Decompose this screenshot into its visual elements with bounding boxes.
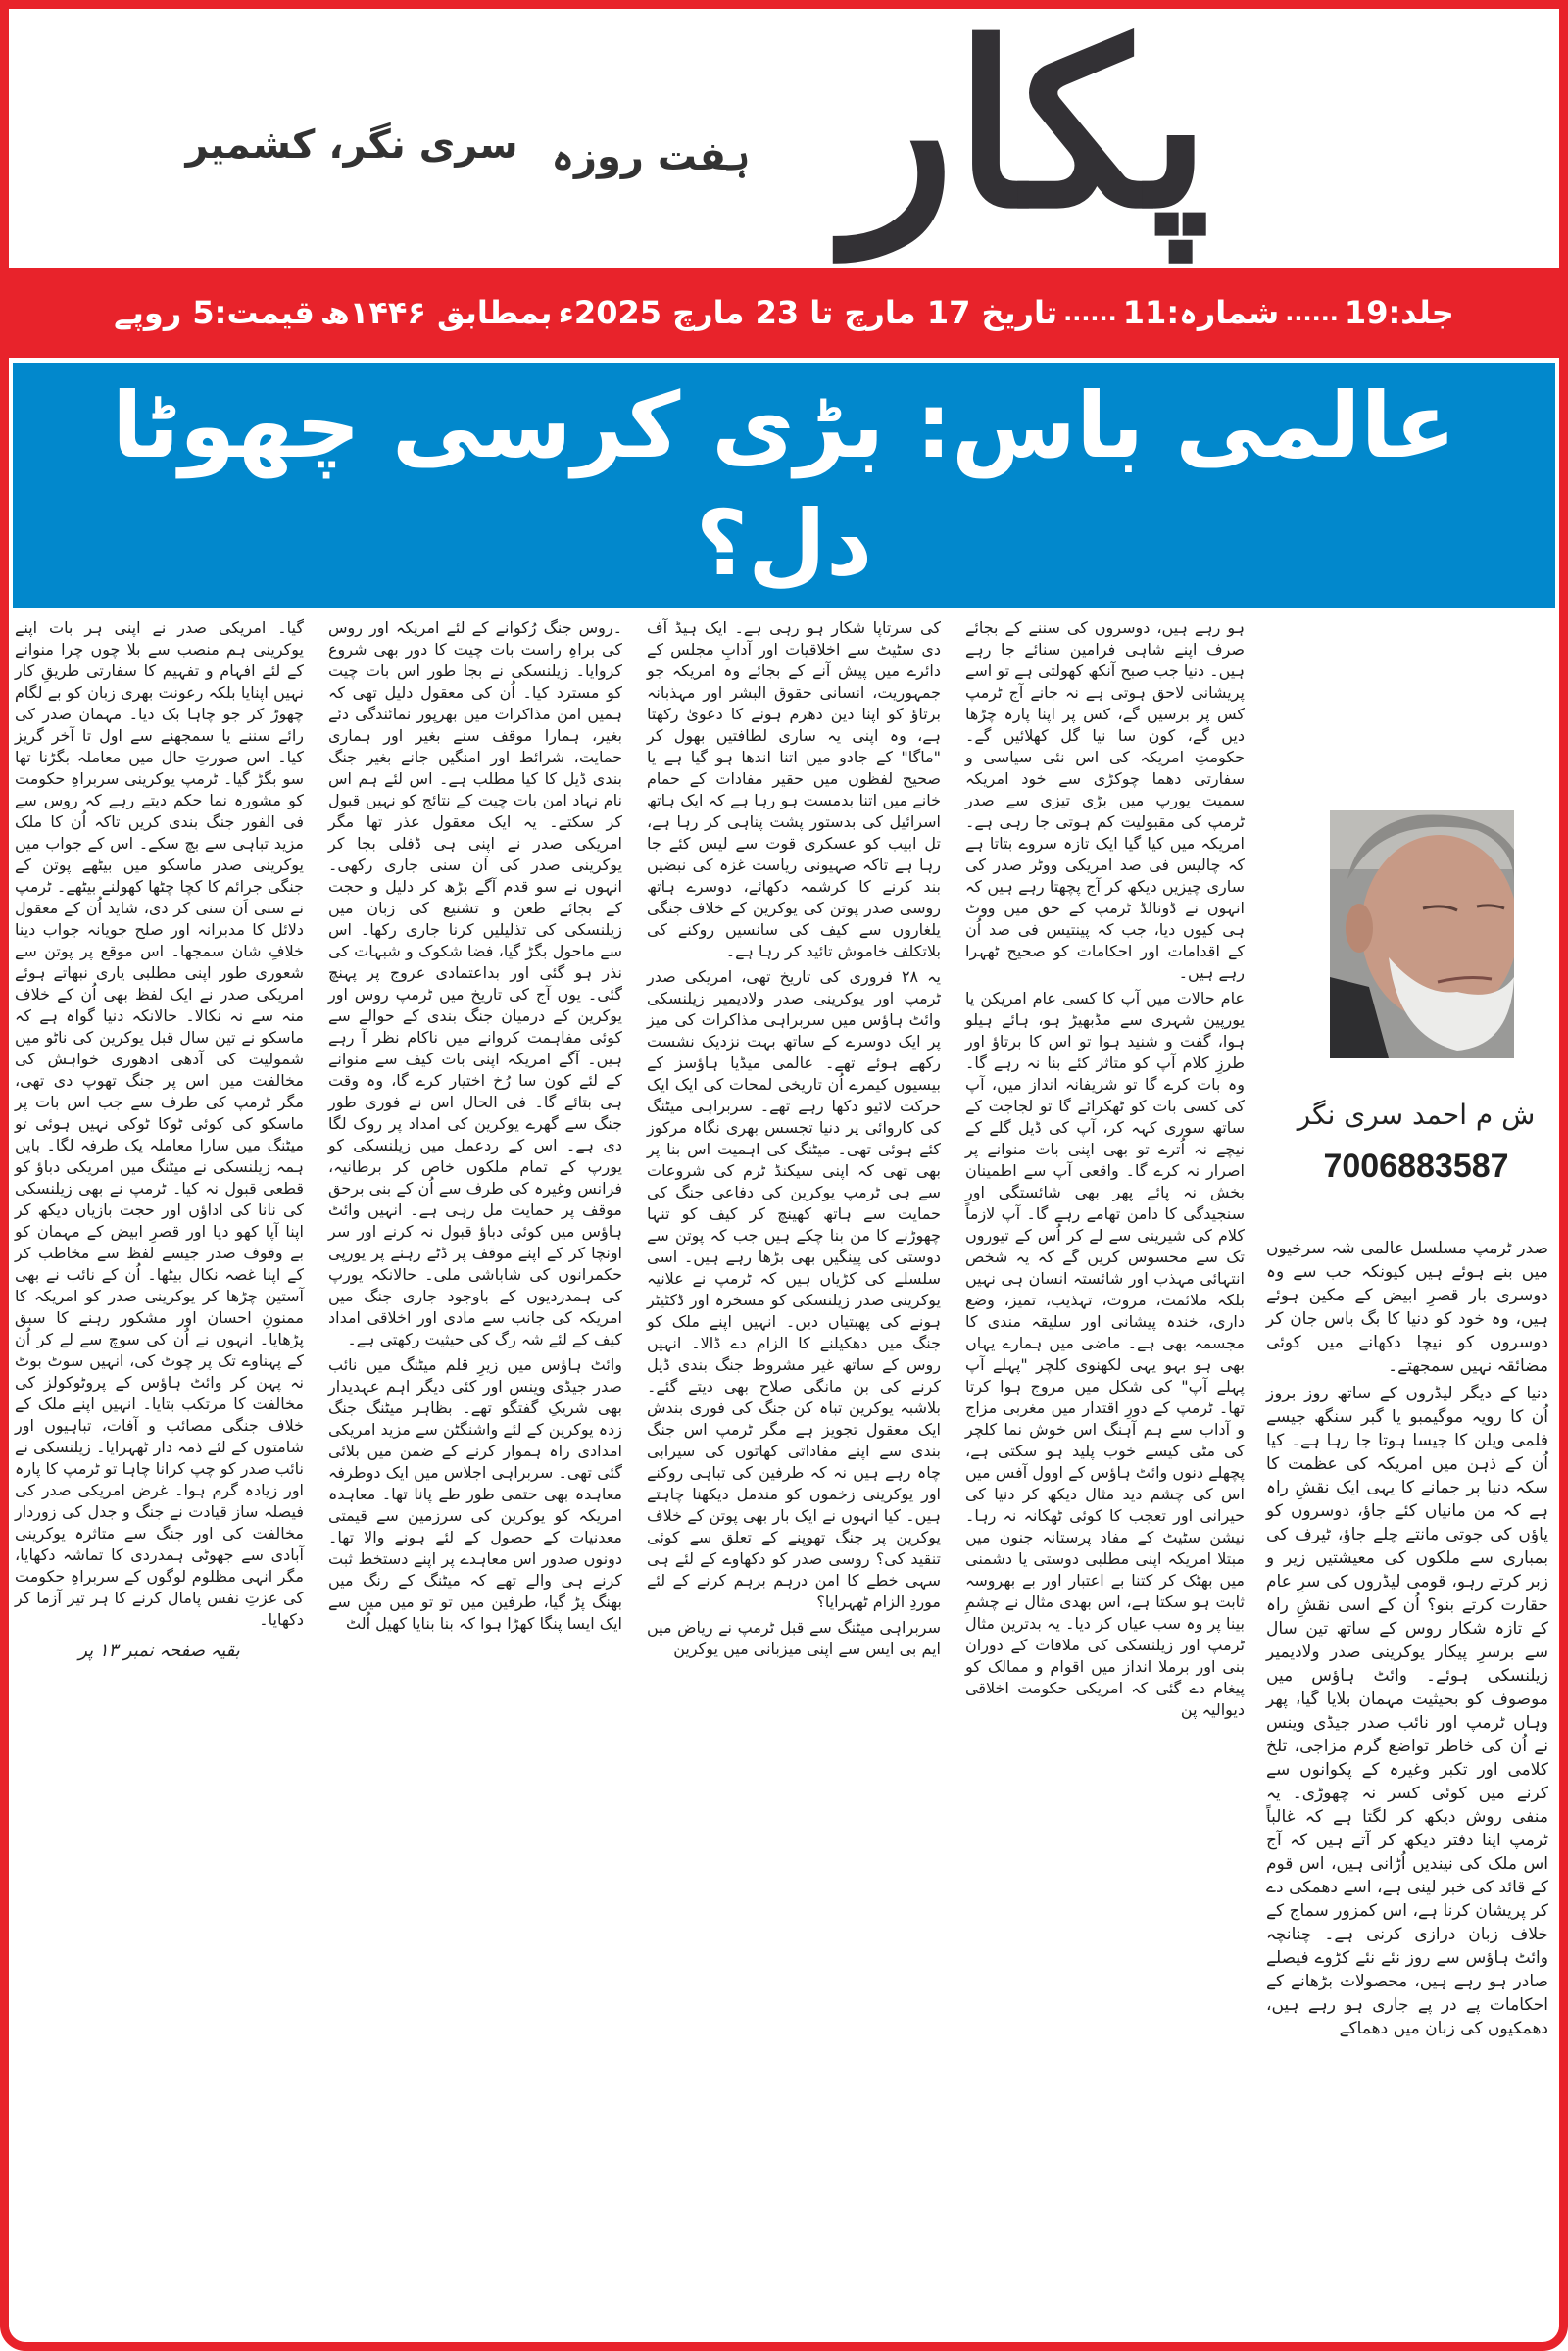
paragraph: عام حالات میں آپ کا کسی عام امریکن یا یورپین شہری سے مڈبھیڑ ہو، ہائے ہیلو ہوا، گفت و شنید ہوا تو اس کا برتاؤ اور طرزِ کلام آپ کو متاثر کئے بنا نہ رہے گا۔ وہ بات کرے گا تو شریفانہ انداز میں، آپ کی کسی بات کو ٹھکرائے گا تو لجاجت کے ساتھ سوری کہہ کر، آپ کی ڈیل گلے کے نیچے نہ اُترے تو بھی اپنی بات منوانے پر اصرار نہ کرے گا۔ واقعی آپ سے اطمینان بخش نہ پائے پھر بھی شائستگی اور سنجیدگی کا دامن تھامے رہے گا۔ آپ لازماً کلام کی شیرینی سے لے کر اُس کے تیوروں تک سے محسوس کریں گے کہ یہ شخص انتہائی مہذب اور شائستہ انسان ہی نہیں بلکہ ملائمت، مروت، تہذیب، تمیز، وضع داری، خندہ پیشانی اور سلیقہ مندی کا مجسمہ بھی ہے۔ ماضی میں ہمارے یہاں بھی ہو بہو یہی لکھنوی کلچر "پہلے آپ پہلے آپ" کی شکل میں مروج ہوا کرتا تھا۔ ٹرمپ کے دورِ اقتدار میں مغربی مزاج و آداب سے ہم آہنگ اس خوش نما کلچر کی مٹی کیسے خوب پلید ہو سکتی ہے، پچھلے دنوں وائٹ ہاؤس کے اوول آفس میں اس کی چشم دید مثال دیکھ کر دنیا کی حیرانی اور تعجب کا کوئی ٹھکانہ نہ رہا۔ نیشن سٹیٹ کے مفاد پرستانہ جنون میں مبتلا امریکہ اپنی مطلبی دوستی یا دشمنی میں بھٹک کر کتنا بے اعتبار اور بے بھروسہ ثابت ہو سکتا ہے، اس بھدی مثال نے چشمِ بینا پر وہ سب عیاں کر دیا۔ یہ بدترین مثال ٹرمپ اور زیلنسکی کی ملاقات کے دوران بنی اور برملا انداز میں اقوام و ممالک کو پیغام دے گئی کہ امریکی حکومت اخلاقی دیوالیہ پن	[965, 989, 1245, 1719]
article-column-2	[647, 617, 941, 1664]
article-column-intro	[1266, 1237, 1548, 2044]
paragraph: وائٹ ہاؤس میں زیرِ قلم میٹنگ میں نائب صدر جیڈی وینس اور کئی دیگر اہم عہدیدار بھی شریکِ گفتگو تھے۔ بظاہر میٹنگ جنگ زدہ یوکرین کے لئے واشنگٹن سے مزید امریکی امدادی راہ ہموار کرنے کے ضمن میں بلائی گئی تھی۔ سربراہی اجلاس میں ایک دوطرفہ معاہدہ بھی حتمی طور طے پانا تھا۔ معاہدہ امریکہ کو یوکرین کی سرزمین سے قیمتی معدنیات کے حصول کے لئے ہونے والا تھا۔ دونوں صدور اس معاہدے پر اپنے دستخط ثبت کرنے ہی والے تھے کہ میٹنگ کے رنگ میں بھنگ پڑ گیا، طرفین میں تو تو میں میں سے ایک ایسا پنگا کھڑا ہوا کہ بنا بنایا کھیل اُلٹ	[328, 1355, 622, 1633]
separator: ......	[1285, 299, 1339, 326]
article-column-4	[15, 617, 304, 1662]
article-headline: عالمی باس: بڑی کرسی چھوٹا دل؟	[112, 373, 1456, 596]
paragraph: صدر ٹرمپ مسلسل عالمی شہ سرخیوں میں بنے ہوئے ہیں کیونکہ جب سے وہ دوسری بار قصرِ ابیض کے مکین ہوئے ہیں، وہ خود کو دنیا کا بگ باس جان کر دوسروں کو نیچا دکھانے میں کوئی مضائقہ نہیں سمجھتے۔	[1266, 1239, 1548, 1376]
issue-date: تاریخ 17 مارچ تا 23 مارچ 2025ء	[558, 294, 1058, 331]
paragraph: ۔روس جنگ رُکوانے کے لئے امریکہ اور روس کی براہِ راست بات چیت کا دور بھی شروع کروایا۔ زیلنسکی نے بجا طور اس بات چیت کو مسترد کیا۔ اُن کی معقول دلیل تھی کہ ہمیں امن مذاکرات میں بھرپور نمائندگی دئے بغیر، ہمارا موقف سنے بغیر اور ہماری حمایت، شرائط اور امنگیں جانے بغیر جنگ بندی ڈیل کا کیا مطلب ہے۔ اس لئے ہم اس نام نہاد امن بات چیت کے نتائج کو نہیں قبول کر سکتے۔ یہ ایک معقول عذر تھا مگر امریکی صدر نے اپنی ہی ڈفلی بجا کر یوکرینی صدر کی اَن سنی جاری رکھی۔ انہوں نے سو قدم آگے بڑھ کر دلیل و حجت کے بجائے طعن و تشنیع کی زبان میں زیلنسکی کی تذلیلیں کرنا جاری رکھا۔ اس سے ماحول بگڑ گیا، فضا شکوک و شبہات کی نذر ہو گئی اور بداعتمادی عروج پر پہنچ گئی۔ یوں آج کی تاریخ میں ٹرمپ روس اور یوکرین کے درمیان جنگ بندی کے حوالے سے کوئی مفاہمت کروانے میں ناکام نظر آ رہے ہیں۔ آگے امریکہ اپنی بات کیف سے منوانے کے لئے کون سا رُخ اختیار کرے گا، وہ وقت ہی بتائے گا۔ فی الحال اس نے فوری طور جنگ سے گھرے یوکرین کی امداد پر روک لگا دی ہے۔ اس کے ردعمل میں زیلنسکی کو یورپ کے تمام ملکوں خاص کر برطانیہ، فرانس وغیرہ کی طرف سے اُن کے بنی برحق موقف پر حمایت مل رہی ہے۔ انہیں وائٹ ہاؤس میں کوئی دباؤ قبول نہ کرنے اور سر اونچا کر کے اپنے موقف پر ڈٹے رہنے پر یورپی حکمرانوں کی شاباشی ملی۔ حالانکہ یورپ کی ہمدردیوں کے باوجود جاری جنگ میں امریکہ کی جانب سے مادی اور اخلاقی امداد کیف کے لئے شہ رگ کی حیثیت رکھتی ہے۔	[328, 618, 622, 1348]
volume-number: جلد:19	[1344, 294, 1454, 331]
publication-location: سری نگر، کشمیر	[185, 122, 518, 168]
issue-info-bar	[9, 268, 1559, 358]
price: قیمت:5 روپے	[114, 294, 315, 331]
article-column-3	[328, 617, 622, 1639]
publication-frequency: ہفت روزہ	[551, 134, 751, 179]
issue-number: شمارہ:11	[1122, 294, 1280, 331]
article-column-1	[965, 617, 1245, 1725]
paragraph: دنیا کے دیگر لیڈروں کے ساتھ روز بروز اُن کا رویہ موگیمبو یا گبر سنگھ جیسے فلمی ویلن کا جیسا ہوتا جا رہا ہے۔ کیا اُن کے ذہن میں امریکہ کی عظمت کا سکہ دنیا پر جمانے کا یہی ایک نقشِ راہ ہے کہ من مانیاں کئے جاؤ، دوسروں کو پاؤں کی جوتی مانتے چلے جاؤ، ٹیرف کی بمباری سے ملکوں کی معیشتیں زیر و زبر کرتے رہو، قومی لیڈروں کی سرِ عام حقارت کرتے بنو؟ اُن کے اسی نقشِ راہ کے تازہ شکار روس کے ساتھ تین سال سے برسرِ پیکار یوکرینی صدر ولادیمیر زیلنسکی ہوئے۔ وائٹ ہاؤس میں موصوف کو بحیثیت مہمان بلایا گیا، پھر وہاں ٹرمپ اور نائب صدر جیڈی وینس نے اُن کی خاطر تواضع گرم مزاجی، تلخ کلامی اور تکبر وغیرہ کے پکوانوں سے کرنے میں کوئی کسر نہ چھوڑی۔ یہ منفی روش دیکھ کر لگتا ہے کہ غالباً ٹرمپ اپنا دفتر دیکھ کر آتے ہیں کہ آج اس ملک کی نیندیں اُڑانی ہیں، اس قوم کے قائد کی خبر لینی ہے، اسے دھمکی دے کر پریشان کرنا ہے، اس کمزور سماج کے خلاف زبان درازی کرنی ہے۔ چنانچہ وائٹ ہاؤس سے روز نئے نئے کڑوے فیصلے صادر ہو رہے ہیں، محصولات بڑھانے کے احکامات پے در پے جاری ہو رہے ہیں، دھمکیوں کی زبان میں دھماکے	[1266, 1384, 1548, 2038]
paragraph: سربراہی میٹنگ سے قبل ٹرمپ نے ریاض میں ایم بی ایس سے اپنی میزبانی میں یوکرین	[647, 1618, 941, 1658]
hijri-date: بمطابق ۱۴۴۶ھ	[319, 294, 553, 331]
paragraph: ہو رہے ہیں، دوسروں کی سننے کے بجائے صرف اپنے شاہی فرامین سنائے جا رہے ہیں۔ دنیا جب صبح آنکھ کھولتی ہے تو اسے پریشانی لاحق ہوتی ہے نہ جانے آج ٹرمپ کس پر برسیں گے، کس پر اپنا پارہ چڑھا دیں گے، کون سا نیا گل کھلائیں گے۔ حکومتِ امریکہ کی اس نئی سیاسی و سفارتی دھما چوکڑی سے خود امریکہ سمیت یورپ میں بڑی تیزی سے صدر ٹرمپ کی مقبولیت کم ہوتی جا رہی ہے۔ امریکہ میں کیا گیا ایک تازہ سروے بتاتا ہے کہ چالیس فی صد امریکی ووٹر صدر کی ساری چیزیں دیکھ کر آج پچھتا رہے ہیں کہ انہوں نے ڈونالڈ ٹرمپ کے حق میں ووٹ ہی کیوں دیا، جب کہ پینتیس فی صد اُن کے اقدامات اور احکامات کو صحیح ٹھہرا رہے ہیں۔	[965, 618, 1245, 982]
masthead	[9, 0, 1559, 266]
paragraph: گیا۔ امریکی صدر نے اپنی ہر بات اپنے یوکرینی ہم منصب سے بلا چوں چرا منوانے کے لئے افہام و تفہیم کا سفارتی طریقِ کار نہیں اپنایا بلکہ رعونت بھری زبان کو بے لگام چھوڑ کر جو چاہا بک دیا۔ مہمان صدر کی رائے سننے یا سمجھنے سے اول تا آخر گریز کیا۔ اس صورتِ حال میں معاملہ بگڑنا تھا سو بگڑ گیا۔ ٹرمپ یوکرینی سربراہِ حکومت کو مشورہ نما حکم دیتے رہے کہ روس سے فی الفور جنگ بندی کریں تاکہ اُن کا ملک مزید تباہی سے بچ سکے۔ اس کے جواب میں یوکرینی صدر ماسکو میں بیٹھے پوتن کے جنگی جرائم کا کچا چٹھا کھولنے بیٹھے۔ ٹرمپ نے سنی اَن سنی کر دی، شاید اُن کے معقول دلائل کا مدبرانہ اور صلح جویانہ جواب دینا خلافِ شان سمجھا۔ اس موقع پر پوتن سے شعوری طور اپنی مطلبی یاری نبھاتے ہوئے امریکی صدر نے ایک لفظ بھی اُن کے خلاف منہ سے نہ نکالا۔ حالانکہ دنیا گواہ ہے کہ ماسکو نے تین سال قبل یوکرین کی ناٹو میں شمولیت کی آدھی ادھوری خواہش کی مخالفت میں اس پر جنگ تھوپ دی تھی، مگر ٹرمپ کی طرف سے جب اس بات پر ماسکو کی کوئی ٹوکا ٹوکی نہیں ہوئی تو میٹنگ میں سارا معاملہ یک طرفہ لگا۔ بایں ہمہ زیلنسکی نے میٹنگ میں امریکی دباؤ کو قطعی قبول نہ کیا۔ ٹرمپ نے بھی زیلنسکی کی نانا کی اداؤں اور حجت بازیاں دیکھ کر اپنا آپا کھو دیا اور قصرِ ابیض کے مہمان کو بے وقوف صدر جیسے لفظ سے مخاطب کر کے اپنا غصہ نکال بیٹھا۔ اُن کے نائب نے بھی آستین چڑھا کر یوکرینی صدر کو امریکہ کا ممنونِ احسان اور مشکور رہنے کا سبق پڑھایا۔ انہوں نے اُن کی سوچ سے لے کر اُن کے پہناوے تک پر چوٹ کی، انہیں سوٹ بوٹ نہ پہن کر وائٹ ہاؤس کے پروٹوکولز کی مخالفت کا مرتکب بتایا۔ انہیں اپنے ملک کے خلاف جنگی مصائب و آفات، تباہیوں اور شامتوں کے لئے ذمہ دار ٹھہرایا۔ زیلنسکی نے نائب صدر کو چپ کرانا چاہا تو ٹرمپ کا پارہ اور زیادہ گرم ہوا۔ غرض امریکی صدر کی فیصلہ ساز قیادت نے جنگ و جدل کی زوردار مخالفت کی اور جنگ سے متاثرہ یوکرینی آبادی سے جھوٹی ہمدردی کا تماشہ دکھایا، مگر انہی مظلوم لوگوں کے سربراہِ حکومت کی عزتِ نفس پامال کرنے کا ہر تیر آزما کر دکھایا۔	[15, 618, 304, 1629]
author-photo	[1330, 810, 1514, 1058]
author-name: ش م احمد سری نگر	[1297, 1099, 1536, 1131]
headline-banner	[13, 363, 1555, 608]
continued-on-page-note: بقیہ صفحہ نمبر ۱۳ پر	[78, 1641, 240, 1661]
newspaper-logo: پکار	[845, 0, 1211, 259]
paragraph: کی سرتاپا شکار ہو رہی ہے۔ ایک ہیڈ آف دی سٹیٹ سے اخلاقیات اور آدابِ مجلس کے دائرے میں پیش آنے کے بجائے وہ امریکہ جو جمہوریت، انسانی حقوق البشر اور مہذبانہ برتاؤ کو اپنا دین دھرم ہونے کا دعویٰ رکھتا ہے، وہ اپنی یہ ساری لطافتیں بھول کر "ماگا" کے جادو میں اتنا اندھا ہو گیا ہے یا صحیح لفظوں میں حقیر مفادات کے حمام خانے میں اتنا بدمست ہو رہا ہے کہ ایک ہاتھ اسرائیل کی بدستور پشت پناہی کر رہا ہے، تل ابیب کو عسکری قوت سے لیس کئے جا رہا ہے تاکہ صہیونی ریاست غزہ کی نبضیں بند کرنے کا کرشمہ دکھائے، دوسرے ہاتھ روسی صدر پوتن کی یوکرین کے خلاف جنگی یلغاروں سے کیف کی سانسیں روکنے کی بلاتکلف خاموش تائید کر رہا ہے۔	[647, 618, 941, 960]
author-phone: 7006883587	[1323, 1148, 1509, 1185]
paragraph: یہ ۲۸ فروری کی تاریخ تھی، امریکی صدر ٹرمپ اور یوکرینی صدر ولادیمیر زیلنسکی وائٹ ہاؤس میں سربراہی مذاکرات کی میز پر ایک دوسرے کے ساتھ بہت نزدیک نشست رکھے ہوئے تھے۔ عالمی میڈیا ہاؤسز کے بیسیوں کیمرے اُن تاریخی لمحات کی ایک ایک حرکت لائیو دکھا رہے تھے۔ سربراہی میٹنگ کی کاروائی پر دنیا تجسس بھری نگاہ مرکوز کئے ہوئی تھی۔ میٹنگ کی اہمیت اس بنا پر بھی تھی کہ اپنی سیکنڈ ٹرم کی شروعات سے ہی ٹرمپ یوکرین کی دفاعی جنگ کی حمایت سے ہاتھ کھینچ کر کیف کو تنہا چھوڑنے کا من بنا چکے ہیں جب کہ پوتن سے دوستی کی پینگیں بھی بڑھا رہے ہیں۔ اسی سلسلے کی کڑیاں ہیں کہ ٹرمپ نے علانیہ یوکرینی صدر زیلنسکی کو مسخرہ اور ڈکٹیٹر ہونے کی پھبتیاں دیں۔ انہیں اپنے ملک کو جنگ میں دھکیلنے کا الزام دے ڈالا۔ انہیں روس کے ساتھ غیر مشروط جنگ بندی ڈیل کرنے کی بن مانگی صلاح بھی دیتے گئے۔ بلاشبہ یوکرین تباہ کن جنگ کی فوری بندش ایک معقول تجویز ہے مگر ٹرمپ اس جنگ بندی سے اپنے مفاداتی کھاتوں کی سیرابی چاہ رہے ہیں نہ کہ طرفین کی تباہی روکنے اور یوکرینی زخموں کو مندمل دیکھنا چاہتے ہیں۔ کیا انہوں نے ایک بار بھی پوتن کے خلاف یوکرین پر جنگ تھوپنے کے تعلق سے کوئی تنقید کی؟ روسی صدر کو دکھاوے کے لئے ہی سہی خطے کا امن درہم برہم کرنے کے لئے موردِ الزام ٹھہرایا؟	[647, 967, 942, 1611]
separator: ......	[1063, 299, 1117, 326]
